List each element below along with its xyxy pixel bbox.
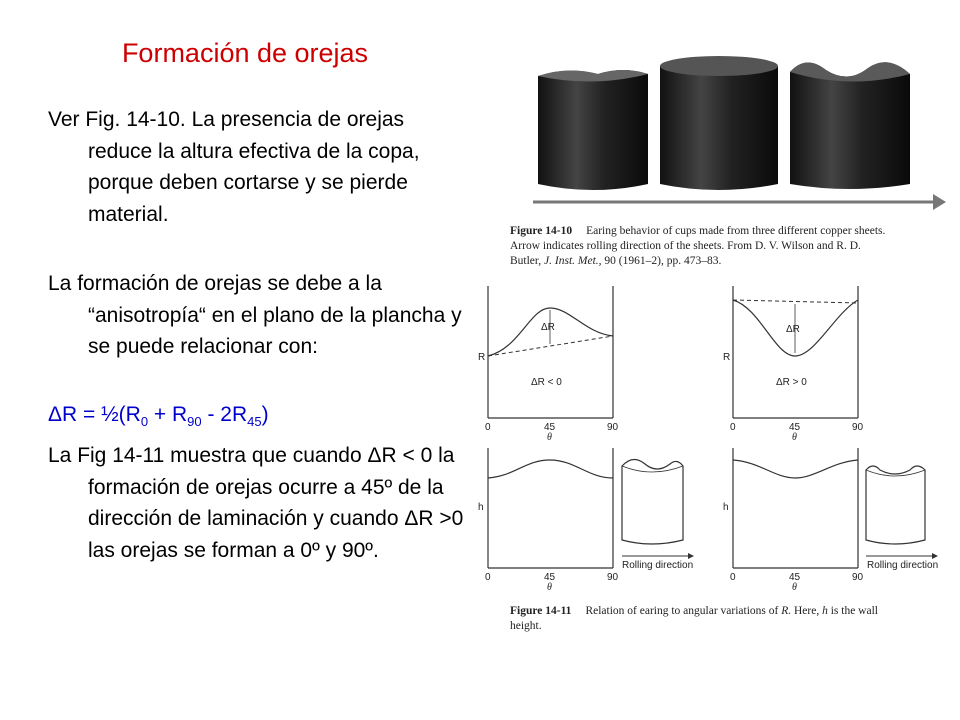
paragraph-fig-14-11: La Fig 14-11 muestra que cuando ΔR < 0 la formación de orejas ocurre a 45º de la dirección de laminación y cuando ΔR >0 las orejas se forman a 0º y 90º. [48,444,464,562]
label-delta-r-negative: ΔR < 0 [531,377,562,388]
tick-45-3: 45 [544,572,556,583]
formula-rhs: ) [261,403,269,426]
figure-14-10-caption-line2: Arrow indicates rolling direction of the sheets. From D. V. Wilson and R. D. [510,240,861,252]
tick-90-4: 90 [852,572,864,583]
plot-h-ears-45 [478,448,694,593]
figure-14-11-caption-d: height. [510,620,542,632]
tick-90-2: 90 [852,422,864,433]
figure-14-10-caption [510,224,940,269]
figure-14-10-number: Figure 14-10 [510,225,573,237]
tick-0-2: 0 [730,422,736,433]
axis-label-theta: θ [547,432,552,443]
rolling-direction-arrow [533,194,946,210]
axis-label-theta-2: θ [792,432,797,443]
figure-14-11-caption [510,604,940,634]
formula-sub-45: 45 [247,414,262,430]
figure-14-11-plots [470,278,950,603]
axis-label-theta-4: θ [792,582,797,593]
cup-2 [660,56,778,190]
figure-14-11-caption-a: Relation of earing to angular variations of [585,605,779,617]
tick-0-4: 0 [730,572,736,583]
tick-90: 90 [607,422,619,433]
formula-sub-0: 0 [140,414,149,430]
delta-r-formula [48,403,269,429]
cup-sketch-ears-45 [622,459,694,571]
label-rolling-direction: Rolling direction [622,560,694,571]
caption-journal: J. Inst. Met., [544,255,602,267]
figure-14-11-caption-h: h [822,605,828,617]
figure-14-10-caption-line1: Earing behavior of cups made from three different copper sheets. [586,225,886,237]
formula-sub-90: 90 [187,414,202,430]
cup-3 [790,62,910,189]
cup-sketch-ears-0-90 [866,466,938,571]
label-delta-r-2: ΔR [786,324,800,335]
figure-14-11-caption-c: is the wall [830,605,878,617]
paragraph-anisotropy: La formación de orejas se debe a la “anisotropía“ en el plano de la plancha y se puede relacionar con: [48,272,462,358]
caption-author: Butler, [510,255,542,267]
tick-90-3: 90 [607,572,619,583]
axis-label-r: R [478,352,486,363]
paragraph-earing-intro: Ver Fig. 14-10. La presencia de orejas reduce la altura efectiva de la copa, porque deben cortarse y se pierde material. [48,108,420,226]
figure-14-11-caption-b: Here, [793,605,820,617]
formula-mid-2: - 2R [201,403,248,426]
cup-1 [538,70,648,190]
label-delta-r-positive: ΔR > 0 [776,377,807,388]
label-rolling-direction-2: Rolling direction [867,560,939,571]
tick-45: 45 [544,422,556,433]
figure-14-11-number: Figure 14-11 [510,605,572,617]
plot-r-delta-negative [478,286,619,443]
tick-45-2: 45 [789,422,801,433]
axis-label-h-2: h [723,502,729,513]
tick-0: 0 [485,422,491,433]
formula-mid-1: + R [148,403,188,426]
figure-14-11-caption-var: R. [781,605,792,617]
tick-45-4: 45 [789,572,801,583]
axis-label-theta-3: θ [547,582,552,593]
caption-ref: 90 (1961–2), pp. 473–83. [604,255,722,267]
axis-label-h: h [478,502,484,513]
label-delta-r: ΔR [541,322,555,333]
plot-h-ears-0-90 [723,448,938,593]
plot-r-delta-positive [723,286,864,443]
tick-0-3: 0 [485,572,491,583]
figure-14-10-cups [528,44,948,220]
axis-label-r-2: R [723,352,731,363]
formula-lhs: ΔR = ½(R [48,403,141,426]
slide-title: Formación de orejas [121,38,369,68]
